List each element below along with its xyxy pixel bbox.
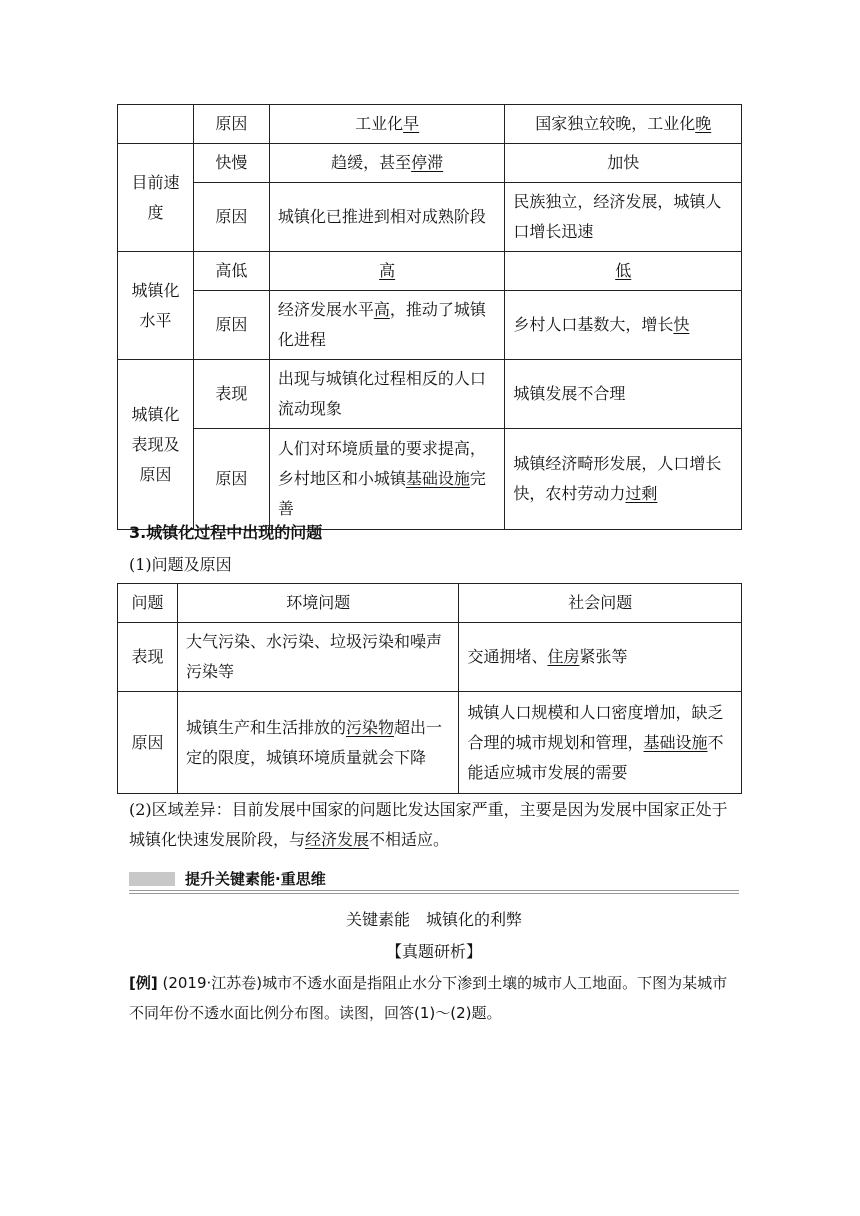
- table-cell: 工业化早: [269, 105, 505, 144]
- urban-problems-table: [117, 583, 742, 794]
- section-title: 3.城镇化过程中出现的问题: [129, 523, 323, 542]
- table-row: [118, 291, 742, 360]
- table-cell: 城镇化已推进到相对成熟阶段: [269, 183, 505, 252]
- table-cell: 经济发展水平高，推动了城镇化进程: [269, 291, 505, 360]
- key-skill-title: 关键素能 城镇化的利弊: [345, 910, 522, 929]
- table-cell: 国家独立较晚，工业化晚: [505, 105, 742, 144]
- banner-title: 提升关键素能·重思维: [185, 870, 326, 888]
- table-cell: 乡村人口基数大，增长快: [505, 291, 742, 360]
- table-cell: 城镇发展不合理: [505, 360, 742, 429]
- table-cell: 大气污染、水污染、垃圾污染和噪声污染等: [177, 623, 459, 692]
- table-cell: 高: [269, 252, 505, 291]
- group-label: 城镇化水平: [118, 252, 194, 360]
- table-row: [118, 183, 742, 252]
- table-row: [118, 252, 742, 291]
- table-header: 环境问题: [177, 584, 459, 623]
- table-cell: 交通拥堵、住房紧张等: [459, 623, 742, 692]
- table-cell: [118, 105, 194, 144]
- table-cell: 民族独立，经济发展，城镇人口增长迅速: [505, 183, 742, 252]
- table-cell: 人们对环境质量的要求提高，乡村地区和小城镇基础设施完善: [269, 429, 505, 530]
- row-label: 表现: [193, 360, 269, 429]
- divider: [129, 890, 739, 891]
- row-label: 快慢: [193, 144, 269, 183]
- subheading: (1)问题及原因: [129, 555, 232, 574]
- table-cell: 城镇生产和生活排放的污染物超出一定的限度，城镇环境质量就会下降: [177, 692, 459, 794]
- table-row: [118, 692, 742, 794]
- row-label: 原因: [193, 105, 269, 144]
- group-label: 城镇化表现及原因: [118, 360, 194, 530]
- row-label: 原因: [118, 692, 178, 794]
- row-label: 原因: [193, 291, 269, 360]
- banner-bar: [129, 872, 175, 886]
- group-label: 目前速度: [118, 144, 194, 252]
- table-cell: 城镇经济畸形发展，人口增长快，农村劳动力过剩: [505, 429, 742, 530]
- research-heading: 【真题研析】: [385, 942, 482, 961]
- table-row: [118, 105, 742, 144]
- table-row: [118, 144, 742, 183]
- table-cell: 低: [505, 252, 742, 291]
- table-cell: 趋缓，甚至停滞: [269, 144, 505, 183]
- table-row: [118, 623, 742, 692]
- row-label: 高低: [193, 252, 269, 291]
- table-cell: 加快: [505, 144, 742, 183]
- table-header: 问题: [118, 584, 178, 623]
- section-banner: [129, 868, 739, 890]
- regional-difference-paragraph: (2)区域差异：目前发展中国家的问题比发达国家严重，主要是因为发展中国家正处于城镇化快速发展阶段，与经济发展不相适应。: [129, 800, 728, 849]
- table-header: 社会问题: [459, 584, 742, 623]
- table-row: [118, 584, 742, 623]
- example-paragraph: [例] (2019·江苏卷)城市不透水面是指阻止水分下渗到土壤的城市人工地面。下图为某城市不同年份不透水面比例分布图。读图，回答(1)～(2)题。: [129, 974, 728, 1022]
- row-label: 表现: [118, 623, 178, 692]
- urbanization-comparison-table: [117, 104, 742, 530]
- row-label: 原因: [193, 183, 269, 252]
- table-cell: 城镇人口规模和人口密度增加，缺乏合理的城市规划和管理，基础设施不能适应城市发展的需要: [459, 692, 742, 794]
- divider: [129, 893, 739, 894]
- table-row: [118, 360, 742, 429]
- row-label: 原因: [193, 429, 269, 530]
- table-cell: 出现与城镇化过程相反的人口流动现象: [269, 360, 505, 429]
- table-row: [118, 429, 742, 530]
